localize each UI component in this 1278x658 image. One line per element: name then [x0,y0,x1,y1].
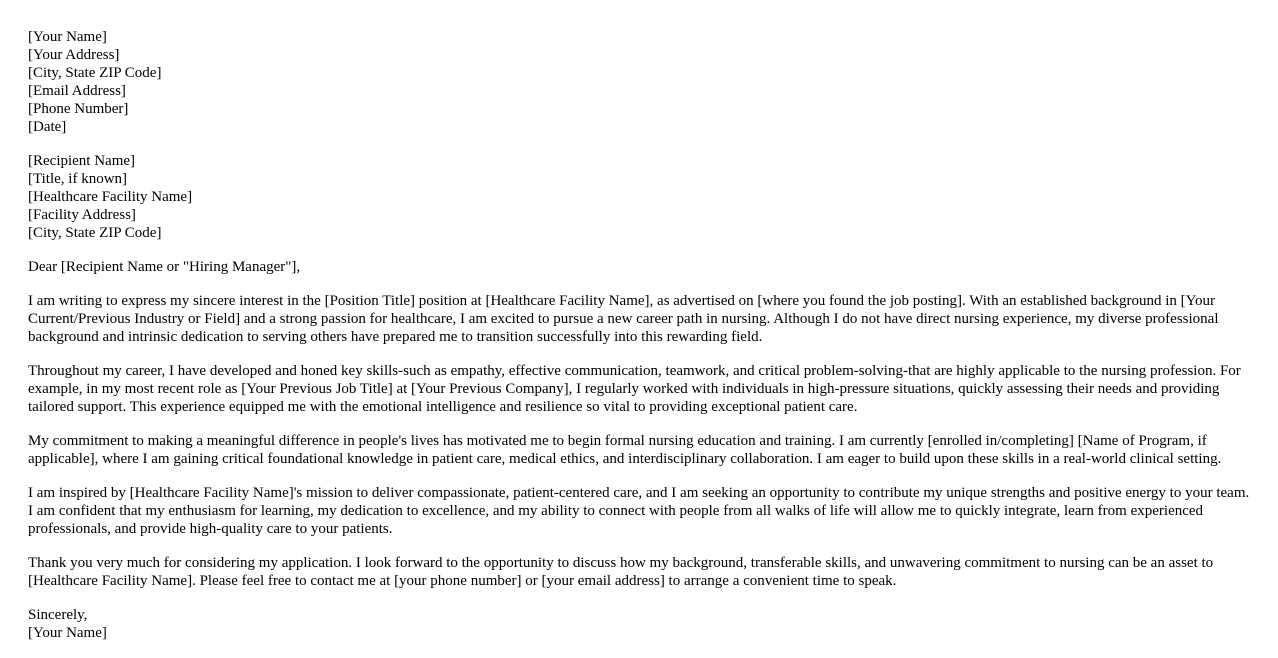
letter-date: [Date] [28,119,67,135]
sender-block [28,28,1250,136]
sender-city-state-zip: [City, State ZIP Code] [28,65,162,81]
signature-name: [Your Name] [28,625,107,641]
cover-letter [28,28,1250,658]
recipient-block [28,152,1250,242]
sender-phone: [Phone Number] [28,101,129,117]
body-paragraph-4: I am inspired by [Healthcare Facility Name]'s mission to deliver compassionate, patient-centered care, and I am seeking an opportunity to contribute my unique strengths and positive energy to your team. I am confident that my enthusiasm for learning, my dedication to excellence, and my ability to connect with people from all walks of life will allow me to quickly integrate, learn from experienced professionals, and provide high-quality care to your patients. [28,485,1250,537]
recipient-name: [Recipient Name] [28,153,136,169]
sender-name: [Your Name] [28,29,107,45]
recipient-title: [Title, if known] [28,171,128,187]
body-paragraph-2: Throughout my career, I have developed and honed key skills-such as empathy, effective communication, teamwork, and critical problem-solving-that are highly applicable to the nursing profession. For example, in my most recent role as [Your Previous Job Title] at [Your Previous Company], I regularly worked with individuals in high-pressure situations, quickly assessing their needs and providing tailored support. This experience equipped me with the emotional intelligence and resilience so vital to providing exceptional patient care. [28,363,1241,415]
closing-block [28,606,1250,642]
salutation: Dear [Recipient Name or "Hiring Manager"], [28,259,301,275]
sender-address: [Your Address] [28,47,120,63]
closing: Sincerely, [28,607,88,623]
body-paragraph-5: Thank you very much for considering my application. I look forward to the opportunity to discuss how my background, transferable skills, and unwavering commitment to nursing can be an asset to [Healthcare Facility Name]. Please feel free to contact me at [your phone number] or [your email address] to arrange a convenient time to speak. [28,555,1214,589]
body-paragraph-3: My commitment to making a meaningful difference in people's lives has motivated me to begin formal nursing education and training. I am currently [enrolled in/completing] [Name of Program, if applicable], where I am gaining critical foundational knowledge in patient care, medical ethics, and interdisciplinary collaboration. I am eager to build upon these skills in a real-world clinical setting. [28,433,1222,467]
sender-email: [Email Address] [28,83,126,99]
recipient-address: [Facility Address] [28,207,136,223]
recipient-city-state-zip: [City, State ZIP Code] [28,225,162,241]
body-paragraph-1: I am writing to express my sincere interest in the [Position Title] position at [Healthcare Facility Name], as advertised on [where you found the job posting]. With an established background in [Your Current/Previous Industry or Field] and a strong passion for healthcare, I am excited to pursue a new career path in nursing. Although I do not have direct nursing experience, my diverse professional background and intrinsic dedication to serving others have prepared me to transition successfully into this rewarding field. [28,293,1219,345]
recipient-facility: [Healthcare Facility Name] [28,189,193,205]
